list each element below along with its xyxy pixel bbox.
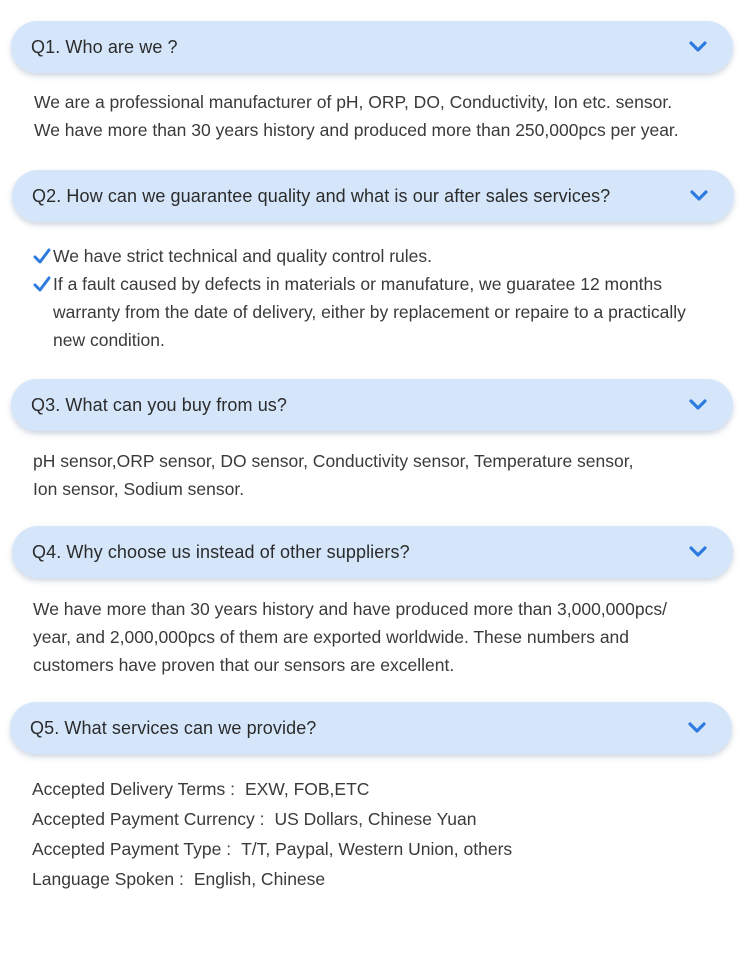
service-value: English, Chinese	[193, 869, 326, 889]
check-item-text: We have strict technical and quality control rules.	[53, 246, 433, 266]
service-row-payment-currency	[32, 804, 732, 834]
faq-answer-q3	[33, 447, 733, 503]
service-row-delivery-terms	[32, 774, 732, 804]
faq-question-q2: Q2. How can we guarantee quality and what is our after sales services?	[32, 185, 611, 206]
faq-question-q3: Q3. What can you buy from us?	[31, 394, 288, 415]
faq-question-q5: Q5. What services can we provide?	[30, 717, 317, 738]
service-value: EXW, FOB,ETC	[244, 779, 370, 799]
list-item	[33, 270, 718, 354]
check-icon	[33, 270, 51, 298]
service-value: US Dollars, Chinese Yuan	[274, 809, 477, 829]
faq-header-q2[interactable]	[12, 170, 734, 222]
faq-answer-q4	[33, 595, 733, 679]
chevron-down-icon	[689, 545, 707, 559]
faq-answer-q1	[34, 88, 734, 144]
chevron-down-icon	[688, 721, 706, 735]
answer-line: We have more than 30 years history and produced more than 250,000pcs per year.	[34, 120, 679, 140]
faq-header-q1[interactable]	[11, 21, 733, 73]
answer-line: We are a professional manufacturer of pH, ORP, DO, Conductivity, Ion etc. sensor.	[34, 92, 673, 112]
answer-line: pH sensor,ORP sensor, DO sensor, Conductivity sensor, Temperature sensor,	[33, 451, 634, 471]
check-icon	[33, 242, 51, 270]
answer-line: customers have proven that our sensors are excellent.	[33, 655, 455, 675]
chevron-down-icon	[690, 189, 708, 203]
chevron-down-icon	[689, 398, 707, 412]
faq-question-q1: Q1. Who are we ?	[31, 36, 178, 57]
faq-header-q4[interactable]	[12, 526, 733, 578]
answer-line: We have more than 30 years history and have produced more than 3,000,000pcs/	[33, 599, 667, 619]
service-row-language	[32, 864, 732, 894]
list-item	[33, 242, 718, 270]
service-value: T/T, Paypal, Western Union, others	[241, 839, 513, 859]
faq-header-q5[interactable]	[10, 702, 732, 754]
service-label: Accepted Payment Type :	[32, 839, 232, 859]
answer-line: Ion sensor, Sodium sensor.	[33, 479, 245, 499]
service-label: Language Spoken :	[32, 869, 184, 889]
service-row-payment-type	[32, 834, 732, 864]
faq-question-q4: Q4. Why choose us instead of other suppliers?	[32, 541, 410, 562]
faq-answer-q5	[32, 774, 732, 894]
check-item-text: If a fault caused by defects in materials or manufature, we guaratee 12 months warranty from the date of delivery, either by replacement or repaire to a practically new condition.	[53, 274, 686, 350]
chevron-down-icon	[689, 40, 707, 54]
service-label: Accepted Payment Currency :	[32, 809, 265, 829]
answer-line: year, and 2,000,000pcs of them are exported worldwide. These numbers and	[33, 627, 630, 647]
faq-header-q3[interactable]	[11, 379, 733, 431]
service-label: Accepted Delivery Terms :	[32, 779, 235, 799]
faq-answer-q2	[33, 242, 718, 354]
